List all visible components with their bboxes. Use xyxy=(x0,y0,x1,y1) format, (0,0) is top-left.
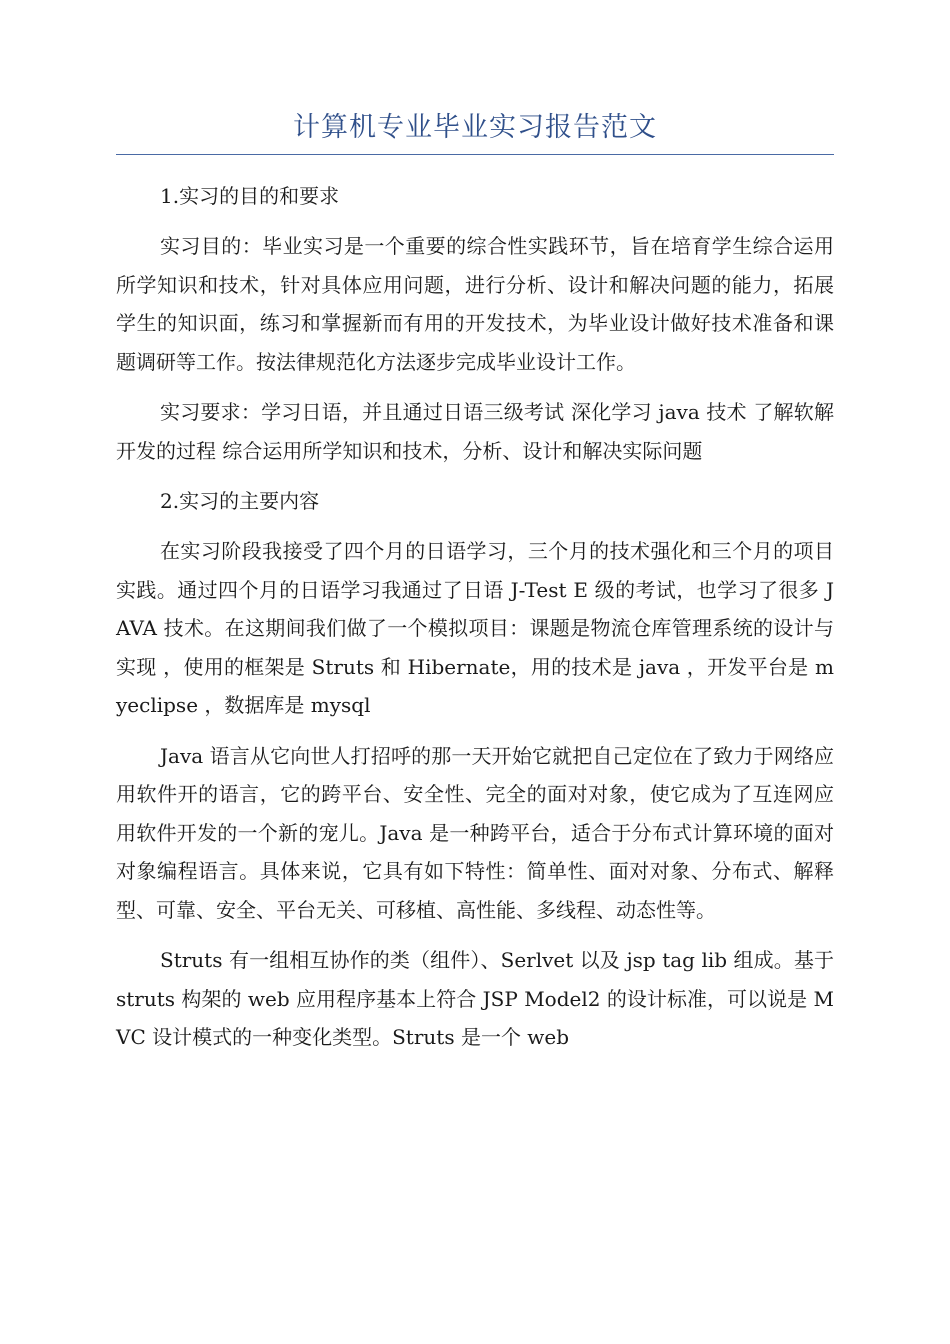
document-page xyxy=(116,108,834,1069)
paragraph-internship: 在实习阶段我接受了四个月的日语学习，三个月的技术强化和三个月的项目实践。通过四个月的日语学习我通过了日语 J-Test E 级的考试，也学习了很多 JAVA 技术。在这期间我们做了一个模拟项目：课题是物流仓库管理系统的设计与实现 ，使用的框架是 Struts 和 Hibernate，用的技术是 java ，开发平台是 myeclipse ，数据库是 mysql xyxy=(116,539,834,717)
page-title: 计算机专业毕业实习报告范文 xyxy=(116,108,834,155)
document-body xyxy=(116,177,834,1057)
section-heading-purpose: 1.实习的目的和要求 xyxy=(160,184,340,208)
paragraph-purpose: 实习目的：毕业实习是一个重要的综合性实践环节，旨在培育学生综合运用所学知识和技术，针对具体应用问题，进行分析、设计和解决问题的能力，拓展学生的知识面，练习和掌握新而有用的开发技术，为毕业设计做好技术准备和课题调研等工作。按法律规范化方法逐步完成毕业设计工作。 xyxy=(116,234,834,374)
paragraph-requirements: 实习要求：学习日语，并且通过日语三级考试 深化学习 java 技术 了解软解开发的过程 综合运用所学知识和技术，分析、设计和解决实际问题 xyxy=(116,400,834,463)
paragraph-java: Java 语言从它向世人打招呼的那一天开始它就把自己定位在了致力于网络应用软件开的语言，它的跨平台、安全性、完全的面对对象，使它成为了互连网应用软件开发的一个新的宠儿。Java 是一种跨平台，适合于分布式计算环境的面对对象编程语言。具体来说，它具有如下特性：简单性、面对对象、分布式、解释型、可靠、安全、平台无关、可移植、高性能、多线程、动态性等。 xyxy=(116,743,834,922)
paragraph-struts: Struts 有一组相互协作的类（组件）、Serlvet 以及 jsp tag lib 组成。基于 struts 构架的 web 应用程序基本上符合 JSP Model2 的设计标准，可以说是 MVC 设计模式的一种变化类型。Struts 是一个 web xyxy=(116,948,834,1049)
section-heading-content: 2.实习的主要内容 xyxy=(160,489,320,513)
